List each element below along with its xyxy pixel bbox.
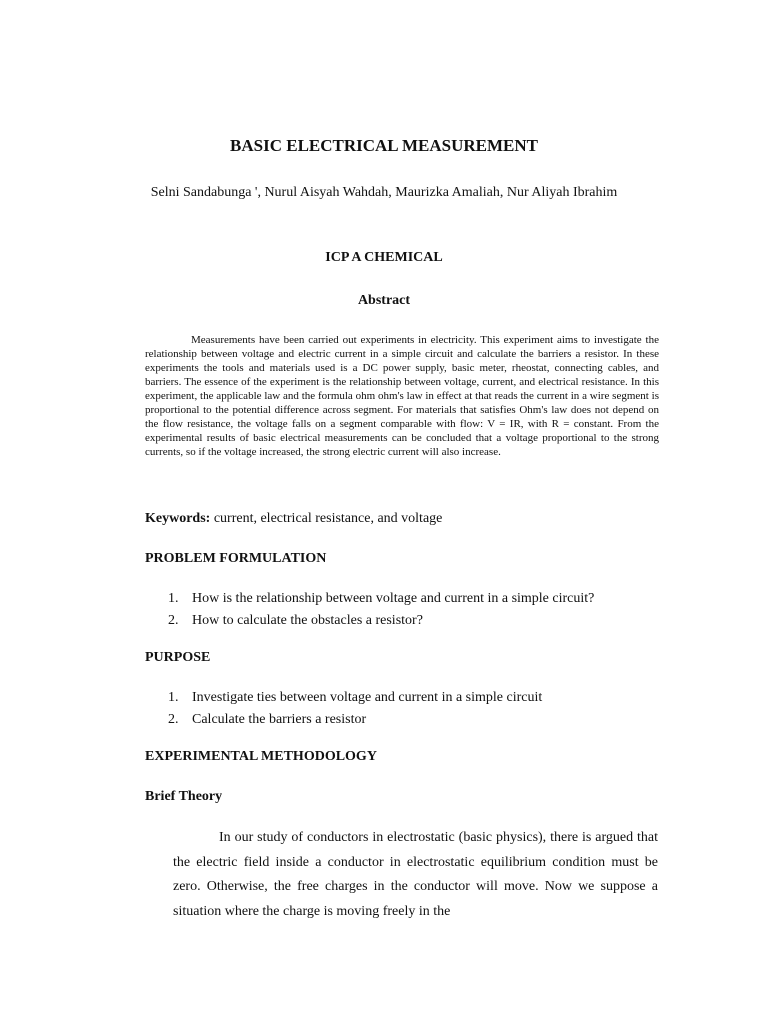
- affiliation: ICP A CHEMICAL: [325, 250, 443, 265]
- keywords-line: [145, 511, 659, 527]
- list-number: 1.: [168, 690, 179, 705]
- list-text: How to calculate the obstacles a resistor?: [192, 613, 423, 628]
- list-number: 2.: [168, 712, 179, 727]
- methodology-heading: EXPERIMENTAL METHODOLOGY: [145, 749, 377, 764]
- list-number: 2.: [168, 613, 179, 628]
- list-text: How is the relationship between voltage and current in a simple circuit?: [192, 591, 595, 606]
- list-item: [168, 687, 658, 709]
- list-item: [168, 610, 658, 632]
- keywords-text: current, electrical resistance, and voltage: [210, 511, 443, 526]
- purpose-list: [168, 687, 658, 731]
- problem-formulation-heading: PROBLEM FORMULATION: [145, 551, 327, 566]
- problem-formulation-list: [168, 588, 658, 632]
- paper-title: BASIC ELECTRICAL MEASUREMENT: [230, 136, 538, 155]
- author-list: Selni Sandabunga ', Nurul Aisyah Wahdah, Maurizka Amaliah, Nur Aliyah Ibrahim: [150, 185, 618, 200]
- list-text: Calculate the barriers a resistor: [192, 712, 367, 727]
- list-item: [168, 709, 658, 731]
- keywords-label: Keywords:: [145, 511, 211, 526]
- list-item: [168, 588, 658, 610]
- purpose-heading: PURPOSE: [145, 650, 211, 665]
- brief-theory-heading: Brief Theory: [145, 789, 223, 804]
- list-text: Investigate ties between voltage and current in a simple circuit: [192, 690, 543, 705]
- abstract-body: Measurements have been carried out experiments in electricity. This experiment aims to investigate the relationship between voltage and electric current in a simple circuit and calculate the barriers a resistor. In these experiments the tools and materials used is a DC power supply, basic meter, rheostat, connecting cables, and barriers. The essence of the experiment is the relationship between voltage, current, and electrical resistance. In this experiment, the applicable law and the formula ohm ohm's law in effect at that reads the current in a wire segment is proportional to the potential difference across segment. For materials that satisfies Ohm's law does not depend on the flow resistance, the voltage falls on a segment comparable with flow: V = IR, with R = constant. From the experimental results of basic electrical measurements can be concluded that a voltage proportional to the strong currents, so if the voltage increased, the strong electric current will also increase.: [145, 334, 659, 458]
- brief-theory-body: In our study of conductors in electrostatic (basic physics), there is argued that the electric field inside a conductor in electrostatic equilibrium condition must be zero. Otherwise, the free charges in the conductor will move. Now we suppose a situation where the charge is moving freely in the: [173, 830, 658, 919]
- abstract-heading: Abstract: [357, 293, 411, 308]
- list-number: 1.: [168, 591, 179, 606]
